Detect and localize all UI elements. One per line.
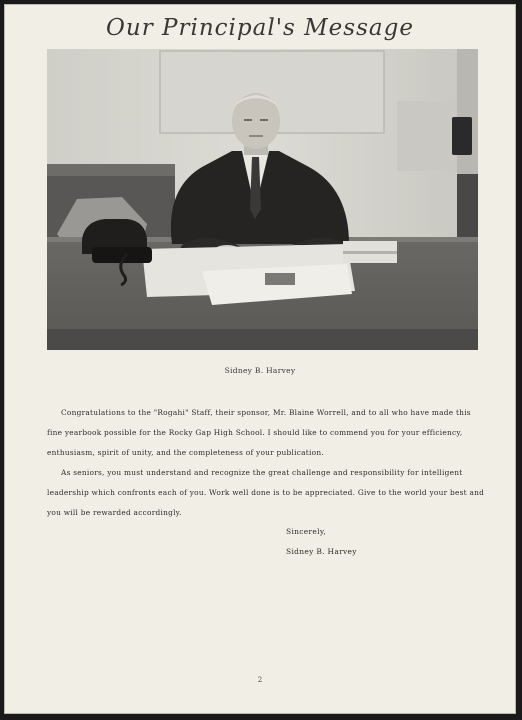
message-paragraph: Congratulations to the "Rogahi" Staff, their sponsor, Mr. Blaine Worrell, and to all who have made this fine yearbook possible for the Rocky Gap High School. I should like to commend you for your efficiency, enthusiasm, spirit of unity, and the completeness of your publication. bbox=[47, 408, 471, 457]
signature-block bbox=[286, 522, 357, 562]
page-title: Our Principal's Message bbox=[106, 15, 414, 41]
yearbook-page bbox=[4, 4, 516, 714]
signature-name: Sidney B. Harvey bbox=[286, 547, 357, 556]
message-body bbox=[47, 403, 487, 523]
principal-photo bbox=[47, 49, 478, 350]
page-number: 2 bbox=[257, 676, 263, 684]
message-paragraph: As seniors, you must understand and recognize the great challenge and responsibility for intelligent leadership which confronts each of you. Work well done is to be appreciated. Give to the world your best and you will be rewarded accordingly. bbox=[47, 468, 485, 517]
photo-caption: Sidney B. Harvey bbox=[224, 366, 296, 375]
closing-salutation: Sincerely, bbox=[286, 527, 327, 536]
